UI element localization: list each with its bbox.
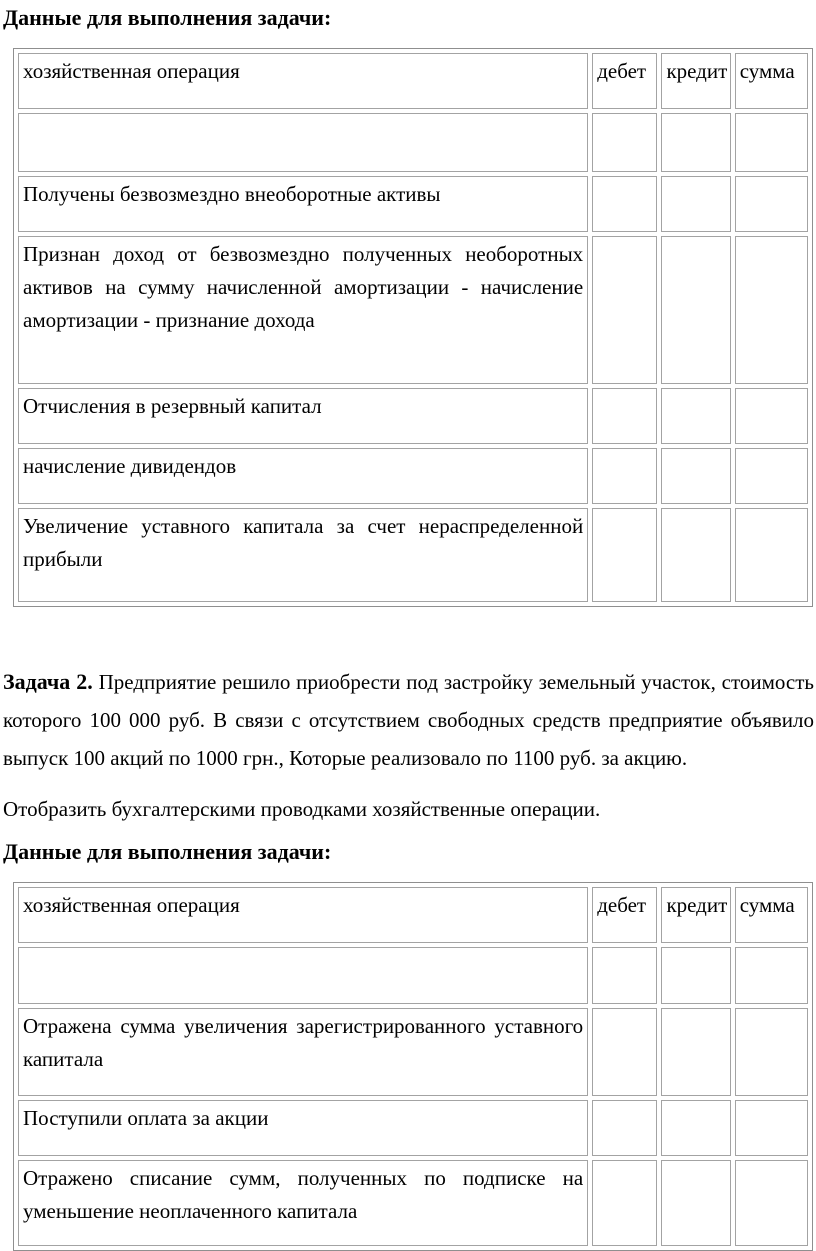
column-header-sum: сумма <box>735 887 808 943</box>
cell-credit <box>661 1160 730 1246</box>
column-header-credit: кредит <box>661 53 730 109</box>
cell-debit <box>592 113 657 172</box>
cell-credit <box>661 388 730 444</box>
cell-sum <box>735 947 808 1004</box>
cell-debit <box>592 1160 657 1246</box>
table-row <box>18 176 808 232</box>
cell-debit <box>592 176 657 232</box>
table-row <box>18 1008 808 1096</box>
column-header-debit: дебет <box>592 53 657 109</box>
cell-credit <box>661 113 730 172</box>
cell-debit <box>592 508 657 602</box>
cell-debit <box>592 947 657 1004</box>
cell-sum <box>735 1008 808 1096</box>
cell-operation: Отражена сумма увеличения зарегистрированного уставного капитала <box>18 1008 588 1096</box>
table-row <box>18 508 808 602</box>
table-row <box>18 113 808 172</box>
cell-credit <box>661 1008 730 1096</box>
column-header-operation: хозяйственная операция <box>18 53 588 109</box>
cell-sum <box>735 1160 808 1246</box>
task-2-table <box>13 882 813 1251</box>
cell-operation: Отражено списание сумм, полученных по подписке на уменьшение неоплаченного капитала <box>18 1160 588 1246</box>
table-header-row <box>18 53 808 109</box>
section-2-heading: Данные для выполнения задачи: <box>3 839 332 864</box>
table-header-row <box>18 887 808 943</box>
table-row <box>18 947 808 1004</box>
table-row <box>18 388 808 444</box>
task-2-paragraph <box>3 663 814 777</box>
section-1-heading: Данные для выполнения задачи: <box>3 5 332 30</box>
cell-sum <box>735 236 808 384</box>
task-1-table <box>13 48 813 607</box>
cell-sum <box>735 448 808 504</box>
task-2-text: Предприятие решило приобрести под застройку земельный участок, стоимость которого 100 000 руб. В связи с отсутствием свободных средств предприятие объявило выпуск 100 акций по 1000 грн., Которые реализовало по 1100 руб. за акцию. <box>3 670 814 770</box>
cell-credit <box>661 1100 730 1156</box>
cell-credit <box>661 508 730 602</box>
cell-sum <box>735 176 808 232</box>
cell-operation <box>18 113 588 172</box>
cell-debit <box>592 1008 657 1096</box>
cell-operation: Получены безвозмездно внеоборотные активы <box>18 176 588 232</box>
cell-credit <box>661 947 730 1004</box>
task-2-label: Задача 2. <box>3 669 93 694</box>
table-row <box>18 236 808 384</box>
table-row <box>18 1100 808 1156</box>
column-header-credit: кредит <box>661 887 730 943</box>
cell-sum <box>735 113 808 172</box>
column-header-debit: дебет <box>592 887 657 943</box>
cell-operation <box>18 947 588 1004</box>
column-header-operation: хозяйственная операция <box>18 887 588 943</box>
cell-operation: Поступили оплата за акции <box>18 1100 588 1156</box>
table-row <box>18 448 808 504</box>
table-row <box>18 1160 808 1246</box>
cell-operation: Отчисления в резервный капитал <box>18 388 588 444</box>
cell-sum <box>735 1100 808 1156</box>
cell-operation: начисление дивидендов <box>18 448 588 504</box>
cell-operation: Увеличение уставного капитала за счет нераспределенной прибыли <box>18 508 588 602</box>
cell-sum <box>735 388 808 444</box>
task-2-instruction: Отобразить бухгалтерскими проводками хозяйственные операции. <box>3 797 601 821</box>
cell-debit <box>592 448 657 504</box>
cell-credit <box>661 236 730 384</box>
column-header-sum: сумма <box>735 53 808 109</box>
cell-credit <box>661 448 730 504</box>
cell-operation: Признан доход от безвозмездно полученных необоротных активов на сумму начисленной амортизации - начисление амортизации - признание дохода <box>18 236 588 384</box>
cell-sum <box>735 508 808 602</box>
cell-debit <box>592 236 657 384</box>
cell-credit <box>661 176 730 232</box>
cell-debit <box>592 388 657 444</box>
cell-debit <box>592 1100 657 1156</box>
